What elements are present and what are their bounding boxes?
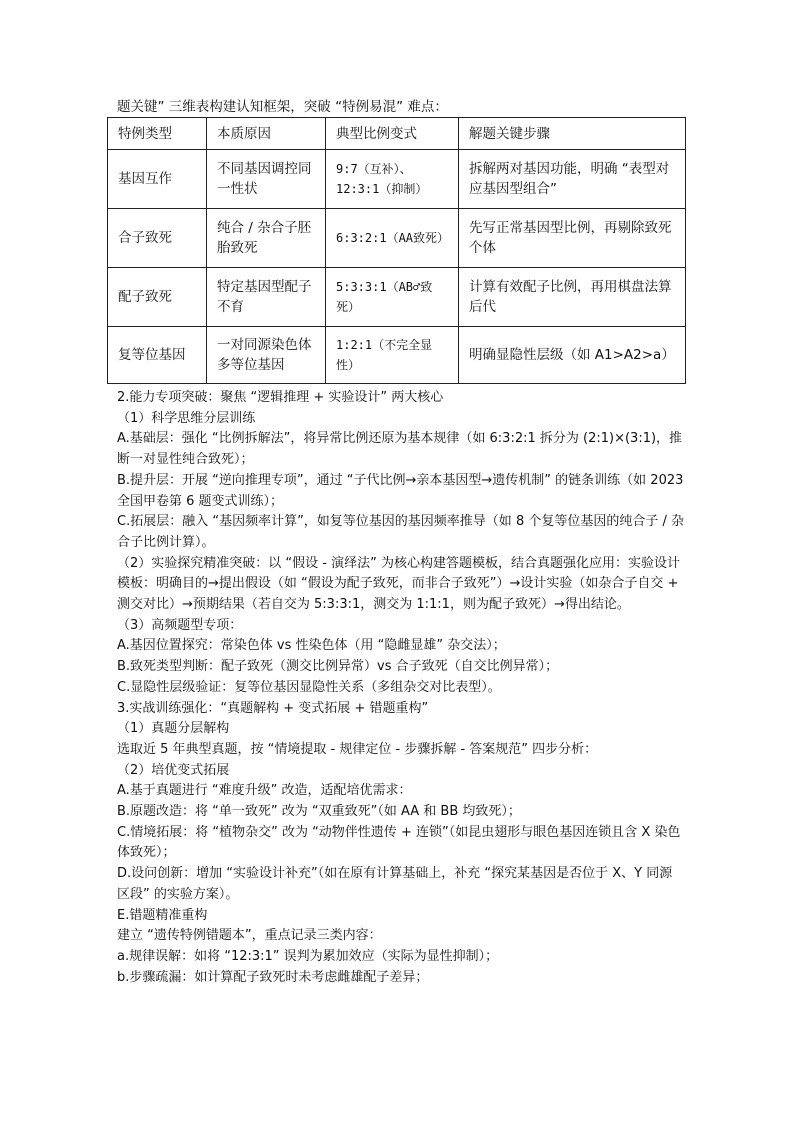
special-cases-table <box>107 117 686 384</box>
table-cell: 1:2:1（不完全显性） <box>326 327 459 384</box>
table-cell: 合子致死 <box>108 209 207 268</box>
section-heading: 3.实战训练强化：“真题解构 + 变式拓展 + 错题重构” <box>117 700 429 716</box>
paragraph: C.显隐性层级验证：复等位基因显隐性关系（多组杂交对比表型）。 <box>117 679 501 695</box>
table-cell: 5:3:3:1（AB♂致死） <box>326 268 459 327</box>
table-cell: 明确显隐性层级（如 A1>A2>a） <box>459 327 686 384</box>
paragraph: B.提升层：开展 “逆向推理专项”，通过 “子代比例→亲本基因型→遗传机制” 的链条训练（如 2023 全国甲卷第 6 题变式训练）； <box>117 472 684 509</box>
table-cell: 6:3:2:1（AA致死） <box>326 209 459 268</box>
table-cell: 基因互作 <box>108 150 207 209</box>
table-cell: 不同基因调控同一性状 <box>207 150 326 209</box>
table-row <box>108 268 686 327</box>
paragraph: （2）实验探究精准突破：以 “假设 - 演绎法” 为核心构建答题模板，结合真题强化应用：实验设计模板：明确目的→提出假设（如 “假设为配子致死，而非合子致死”）→设计实验（如杂合子自交 + 测交对比）→预期结果（若自交为 5:3:3:1，测交为 1:1:1，则为配子致死）→得出结论。 <box>117 555 680 613</box>
paragraph: 选取近 5 年典型真题，按 “情境提取 - 规律定位 - 步骤拆解 - 答案规范” 四步分析： <box>117 741 598 757</box>
table-header-cell: 本质原因 <box>207 118 326 150</box>
table-header-cell: 解题关键步骤 <box>459 118 686 150</box>
subsection-heading: （2）培优变式拓展 <box>117 762 230 778</box>
paragraph: 建立 “遗传特例错题本”，重点记录三类内容： <box>117 928 382 944</box>
table-header-row <box>108 118 686 150</box>
subsection-heading: （3）高频题型专项： <box>117 617 243 633</box>
table-row <box>108 327 686 384</box>
paragraph: B.原题改造：将 “单一致死” 改为 “双重致死”（如 AA 和 BB 均致死）； <box>117 804 521 820</box>
subsection-heading: （1）真题分层解构 <box>117 721 230 737</box>
section-heading: 2.能力专项突破：聚焦 “逻辑推理 + 实验设计” 两大核心 <box>117 390 444 405</box>
paragraph: A.基础层：强化 “比例拆解法”，将异常比例还原为基本规律（如 6:3:2:1 拆分为 (2:1)×(3:1)，推断一对显性纯合致死）； <box>117 431 683 468</box>
intro-line: 题关键” 三维表构建认知框架，突破 “特例易混” 难点： <box>117 99 448 115</box>
body-text <box>117 388 685 988</box>
table-cell: 先写正常基因型比例，再剔除致死个体 <box>459 209 686 268</box>
paragraph: C.情境拓展：将 “植物杂交” 改为 “动物伴性遗传 + 连锁”（如昆虫翅形与眼色基因连锁且含 X 染色体致死）； <box>117 824 681 861</box>
paragraph: C.拓展层：融入 “基因频率计算”，如复等位基因的基因频率推导（如 8 个复等位基因的纯合子 / 杂合子比例计算）。 <box>117 514 684 550</box>
table-cell: 复等位基因 <box>108 327 207 384</box>
table-cell: 一对同源染色体多等位基因 <box>207 327 326 384</box>
paragraph: a.规律误解：如将 “12:3:1” 误判为累加效应（实际为显性抑制）； <box>117 948 499 964</box>
subsection-heading: （1）科学思维分层训练 <box>117 410 256 426</box>
table-cell: 拆解两对基因功能，明确 “表型对应基因型组合” <box>459 150 686 209</box>
table-header-cell: 特例类型 <box>108 118 207 150</box>
paragraph: A.基因位置探究：常染色体 vs 性染色体（用 “隐雌显雄” 杂交法）； <box>117 638 506 654</box>
table-row <box>108 209 686 268</box>
paragraph: A.基于真题进行 “难度升级” 改造，适配培优需求： <box>117 783 412 799</box>
paragraph: b.步骤疏漏：如计算配子致死时未考虑雌雄配子差异； <box>117 969 429 985</box>
table-row <box>108 150 686 209</box>
table-cell: 配子致死 <box>108 268 207 327</box>
table-cell: 纯合 / 杂合子胚胎致死 <box>207 209 326 268</box>
paragraph: D.设问创新：增加 “实验设计补充”（如在原有计算基础上，补充 “探究某基因是否位于 X、Y 同源区段” 的实验方案）。 <box>117 866 673 902</box>
subsection-heading: E.错题精准重构 <box>117 907 208 923</box>
table-cell: 特定基因型配子不育 <box>207 268 326 327</box>
table-header-cell: 典型比例变式 <box>326 118 459 150</box>
paragraph: B.致死类型判断：配子致死（测交比例异常）vs 合子致死（自交比例异常）； <box>117 659 559 675</box>
table-cell: 9:7（互补）、12:3:1（抑制） <box>326 150 459 209</box>
table-cell: 计算有效配子比例，再用棋盘法算后代 <box>459 268 686 327</box>
